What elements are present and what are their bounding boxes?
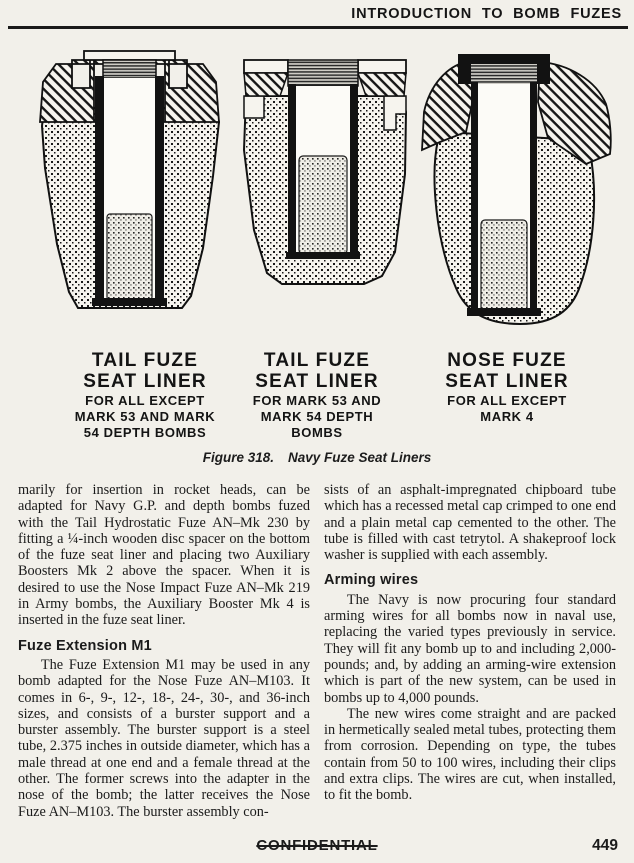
label-title-line: SEAT LINER bbox=[445, 371, 569, 392]
figure-label-nose-fuze bbox=[412, 350, 602, 424]
label-title-line: NOSE FUZE bbox=[447, 350, 567, 371]
body-text bbox=[0, 482, 634, 820]
paragraph-continuation: sists of an asphalt-impregnated chipboard tube which has a recessed metal cap crimped to one end and a plain metal cap cemented to the other. The tube is filled with cast tetrytol. A shakeproof lock washer is supplied with each assembly. bbox=[324, 482, 616, 564]
figure-caption bbox=[0, 450, 634, 465]
label-title-line: SEAT LINER bbox=[83, 371, 207, 392]
figure-caption-text: Navy Fuze Seat Liners bbox=[287, 450, 432, 465]
classification-stamp: CONFIDENTIAL bbox=[256, 837, 378, 854]
label-title-line: TAIL FUZE bbox=[263, 350, 371, 371]
left-column bbox=[18, 482, 310, 820]
heading-fuze-extension-m1: Fuze Extension M1 bbox=[18, 637, 152, 654]
label-sub-line: MARK 4 bbox=[480, 409, 534, 424]
page-header bbox=[0, 6, 634, 29]
label-sub-line: FOR ALL EXCEPT bbox=[85, 393, 205, 408]
paragraph-continuation: marily for insertion in rocket heads, can be adapted for Navy G.P. and depth bombs fuzed with the Tail Hydrostatic Fuze AN–Mk 230 by fitting a ¼-inch wooden disc spacer on the bottom of the fuze seat liner and placing two Auxiliary Boosters Mk 2 above the spacer. When it is desired to use the Nose Impact Fuze AN–Mk 219 in Army bombs, the Auxiliary Booster Mk 4 is inserted in the fuze seat liner. bbox=[18, 482, 310, 629]
paragraph: The Fuze Extension M1 may be used in any bomb adapted for the Nose Fuze AN–M103. It comes in 6-, 9-, 12-, 18-, 24-, 30-, and 36-inch sizes, and consists of a burster support and a burster assembly. The burster support is a steel tube, 2.375 inches in outside diameter, which has a male thread at one end and a female thread at the other. The former screws into the adapter in the nose of the bomb; the latter receives the Nose Fuze AN–M103. The burster assembly con- bbox=[18, 656, 310, 820]
label-sub-line: FOR ALL EXCEPT bbox=[447, 393, 567, 408]
figure-label-tail-fuze-1 bbox=[45, 350, 245, 440]
figure-318 bbox=[0, 46, 634, 480]
page-footer bbox=[0, 837, 634, 857]
paragraph: The new wires come straight and are packed in hermetically sealed metal tubes, protecting them from corrosion. Depending on type, the tubes contain from 50 to 100 wires, including their clips and extra clips. The wires are cut, when installed, to fit the bomb. bbox=[324, 705, 616, 804]
heading-arming-wires: Arming wires bbox=[324, 572, 419, 589]
label-sub-line: BOMBS bbox=[291, 425, 343, 440]
page-number: 449 bbox=[592, 837, 618, 854]
header-rule bbox=[8, 26, 628, 29]
tail-fuze-seat-liner-drawing-2 bbox=[236, 52, 414, 314]
figure-label-tail-fuze-2 bbox=[227, 350, 407, 440]
paragraph: The Navy is now procuring four standard arming wires for all bombs now in naval use, replacing the varied types previously in service. They will fit any bomb up to and including 2,000-pounds; and, by adding an arming-wire extension which is part of the new system, can be used in bombs up to 4,000 pounds. bbox=[324, 591, 616, 706]
label-sub-line: 54 DEPTH BOMBS bbox=[83, 425, 207, 440]
label-sub-line: FOR MARK 53 AND bbox=[252, 393, 382, 408]
nose-fuze-seat-liner-drawing bbox=[420, 46, 625, 336]
tail-fuze-seat-liner-drawing-1 bbox=[32, 46, 227, 331]
right-column bbox=[324, 482, 616, 820]
page-header-title: INTRODUCTION TO BOMB FUZES bbox=[351, 6, 622, 22]
label-sub-line: MARK 54 DEPTH bbox=[260, 409, 374, 424]
label-title-line: SEAT LINER bbox=[255, 371, 379, 392]
label-sub-line: MARK 53 AND MARK bbox=[74, 409, 216, 424]
figure-caption-number: Figure 318. bbox=[202, 450, 274, 465]
label-title-line: TAIL FUZE bbox=[91, 350, 199, 371]
